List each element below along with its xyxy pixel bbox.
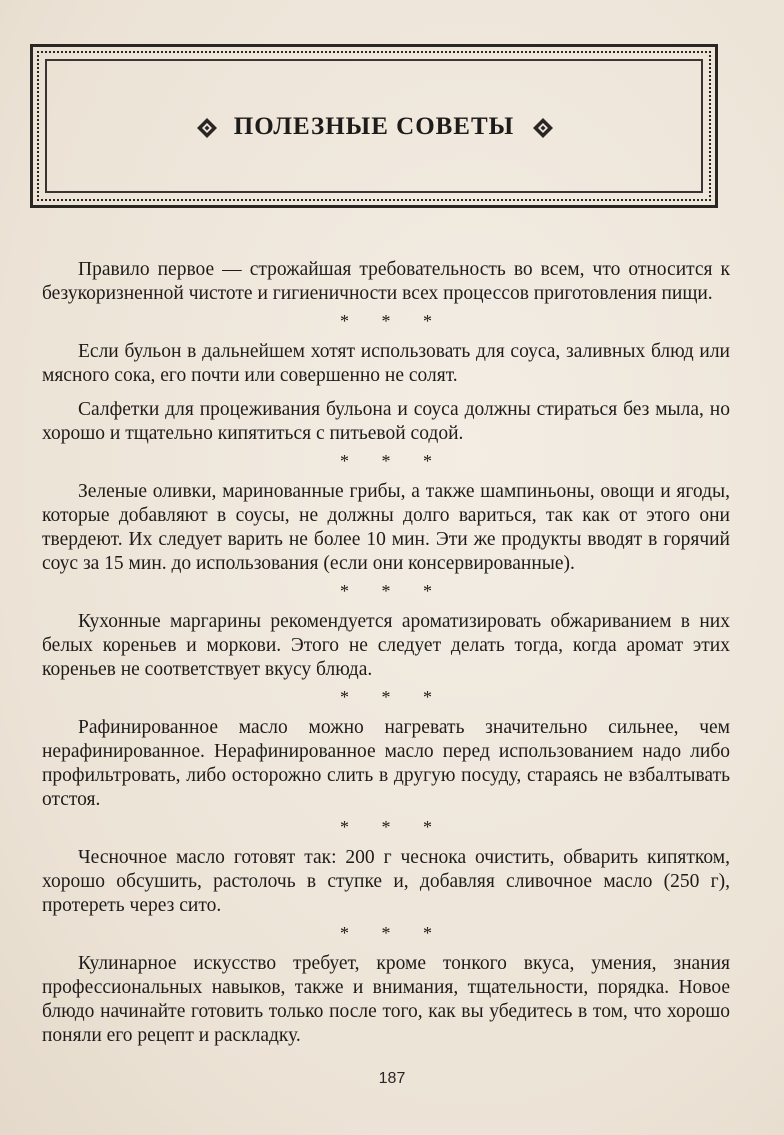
paragraph: Кухонные маргарины рекомендуется ароматизировать обжариванием в них белых кореньев и моркови. Этого не следует делать тогда, когда аромат этих кореньев не соответствует вкусу блюда. — [42, 611, 730, 680]
section-separator: * * * — [340, 687, 446, 707]
section-separator: * * * — [340, 817, 446, 837]
page-title: ПОЛЕЗНЫЕ СОВЕТЫ — [233, 113, 515, 140]
paragraph: Чесночное масло готовят так: 200 г чеснока очистить, обварить кипятком, хорошо обсушить, растолочь в ступке и, добавляя сливочное масло (250 г), протереть через сито. — [42, 847, 730, 916]
paragraph: Кулинарное искусство требует, кроме тонкого вкуса, умения, знания профессиональных навыков, также и внимания, тщательности, порядка. Новое блюдо начинайте готовить только после того, как вы убедитесь в том, что хорошо поняли его рецепт и раскладку. — [42, 953, 730, 1046]
section-separator: * * * — [340, 451, 446, 471]
paragraph: Салфетки для процеживания бульона и соуса должны стираться без мыла, но хорошо и тщательно кипятиться с питьевой содой. — [42, 399, 730, 444]
header-frame — [30, 44, 718, 208]
article-body — [42, 258, 730, 1052]
paragraph: Рафинированное масло можно нагревать значительно сильнее, чем нерафинированное. Нерафинированное масло перед использованием надо либо профильтровать, либо осторожно слить в другую посуду, стараясь не взбалтывать отстоя. — [42, 717, 730, 810]
paragraph: Правило первое — строжайшая требовательность во всем, что относится к безукоризненной чистоте и гигиеничности всех процессов приготовления пищи. — [42, 259, 730, 304]
paragraph: Если бульон в дальнейшем хотят использовать для соуса, заливных блюд или мясного сока, его почти или совершенно не солят. — [42, 341, 730, 386]
diamond-ornament-icon — [196, 117, 216, 137]
section-separator: * * * — [340, 923, 446, 943]
section-separator: * * * — [340, 311, 446, 331]
diamond-ornament-icon — [532, 117, 552, 137]
paragraph: Зеленые оливки, маринованные грибы, а также шампиньоны, овощи и ягоды, которые добавляют в соусы, не должны долго вариться, так как от этого они твердеют. Их следует варить не более 10 мин. Эти же продукты вводят в горячий соус за 15 мин. до использования (если они консервированные). — [42, 481, 730, 574]
header-title-row — [33, 113, 715, 141]
section-separator: * * * — [340, 581, 446, 601]
page-number: 187 — [378, 1070, 406, 1087]
